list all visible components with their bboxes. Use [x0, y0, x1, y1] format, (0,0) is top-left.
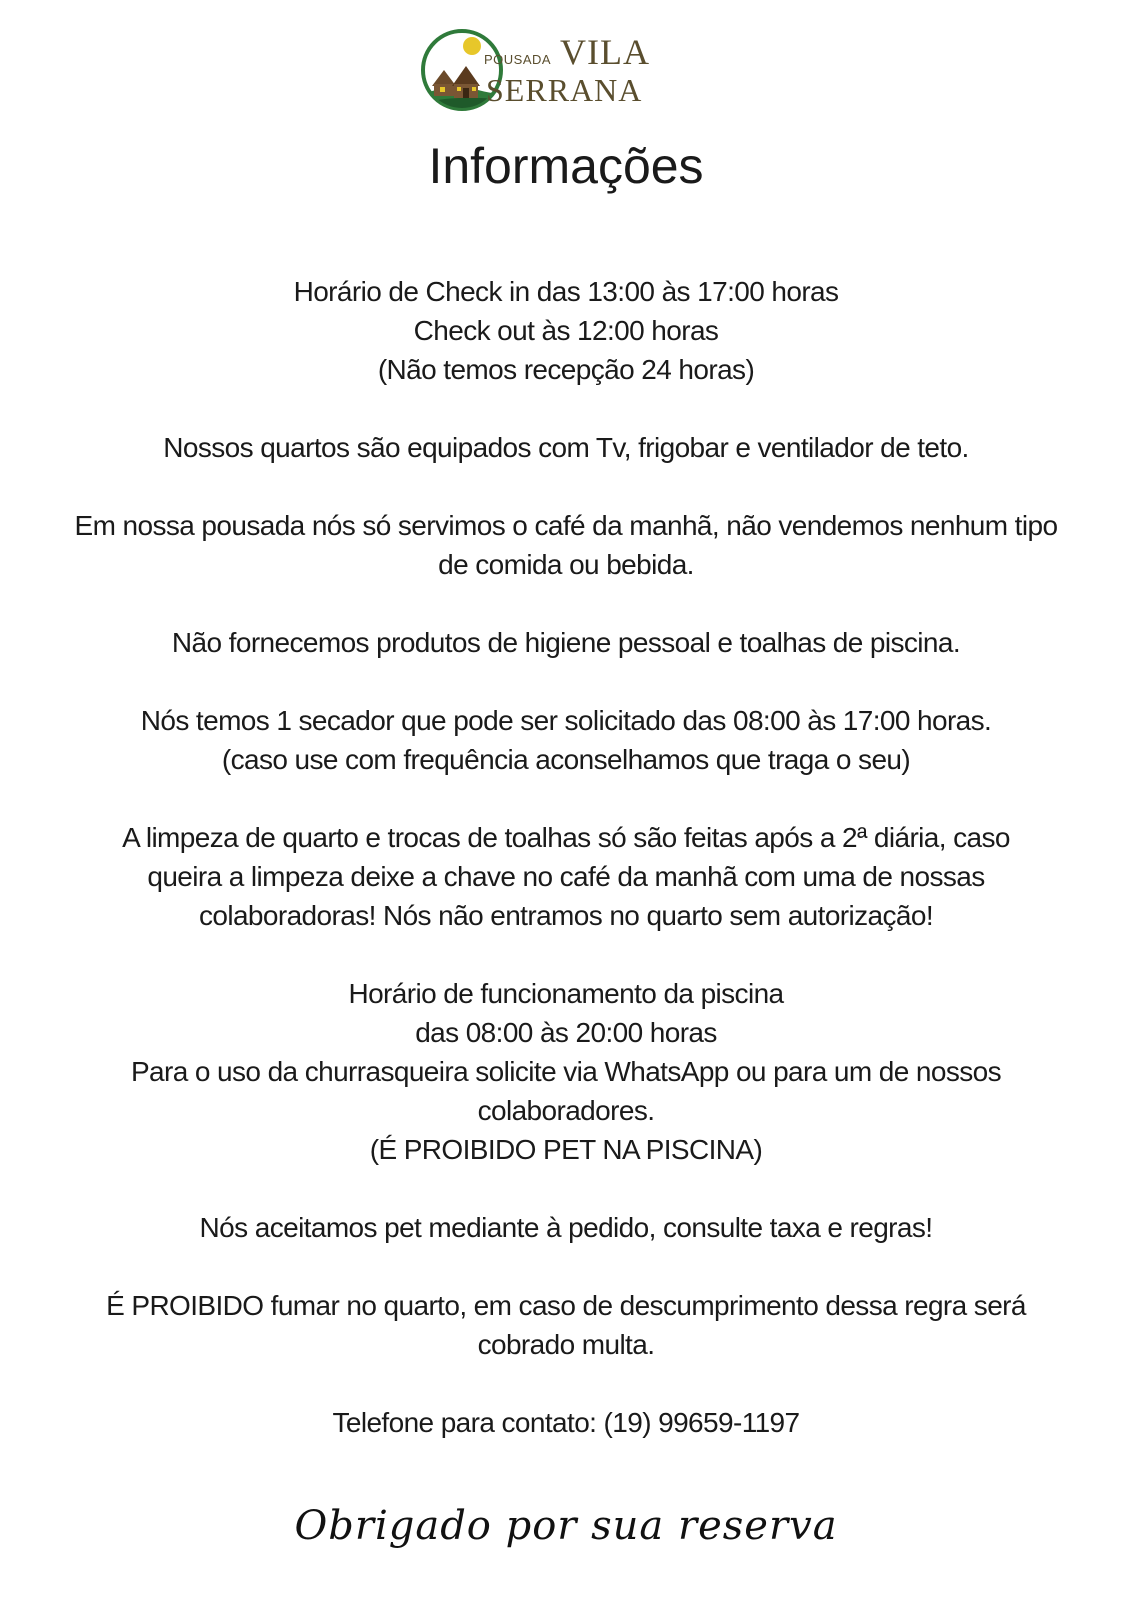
info-line: Nós aceitamos pet mediante à pedido, consulte taxa e regras! [199, 1212, 933, 1243]
info-line: Nossos quartos são equipados com Tv, frigobar e ventilador de teto. [163, 432, 969, 463]
logo-wordmark [484, 30, 664, 110]
info-line: (É PROIBIDO PET NA PISCINA) [369, 1134, 763, 1165]
info-paragraph [6, 272, 1126, 389]
info-line: das 08:00 às 20:00 horas [415, 1017, 717, 1048]
info-paragraph [6, 818, 1126, 935]
info-line: Horário de funcionamento da piscina [348, 978, 784, 1009]
info-line: Em nossa pousada nós só servimos o café da manhã, não vendemos nenhum tipo [74, 510, 1058, 541]
info-line: cobrado multa. [477, 1329, 655, 1360]
info-paragraph [6, 1208, 1126, 1247]
page-title: Informações [428, 138, 704, 194]
info-line: Nós temos 1 secador que pode ser solicitado das 08:00 às 17:00 horas. [140, 705, 992, 736]
info-line: Telefone para contato: (19) 99659-1197 [332, 1407, 800, 1438]
info-paragraph [6, 428, 1126, 467]
pousada-logo [418, 22, 658, 118]
info-line: Horário de Check in das 13:00 às 17:00 horas [293, 276, 839, 307]
info-content [6, 272, 1126, 1481]
info-line: de comida ou bebida. [438, 549, 694, 580]
info-line: É PROIBIDO fumar no quarto, em caso de descumprimento dessa regra será [106, 1290, 1026, 1321]
info-paragraph [6, 623, 1126, 662]
info-line: colaboradoras! Nós não entramos no quarto sem autorização! [198, 900, 934, 931]
info-paragraph [6, 1403, 1126, 1442]
info-line: Não fornecemos produtos de higiene pessoal e toalhas de piscina. [171, 627, 961, 658]
info-paragraph [6, 506, 1126, 584]
info-line: queira a limpeza deixe a chave no café da manhã com uma de nossas [147, 861, 985, 892]
info-paragraph [6, 701, 1126, 779]
info-paragraph [6, 974, 1126, 1169]
logo-pousada-text: POUSADA [484, 52, 552, 67]
logo-vila-text: VILA [560, 32, 650, 72]
logo-serrana-text: SERRANA [486, 72, 643, 108]
signature-text: Obrigado por sua reserva [294, 1503, 838, 1549]
info-line: Check out às 12:00 horas [413, 315, 719, 346]
info-line: (Não temos recepção 24 horas) [377, 354, 755, 385]
info-paragraph [6, 1286, 1126, 1364]
info-line: A limpeza de quarto e trocas de toalhas só são feitas após a 2ª diária, caso [122, 822, 1010, 853]
info-line: colaboradores. [477, 1095, 655, 1126]
info-line: Para o uso da churrasqueira solicite via WhatsApp ou para um de nossos [130, 1056, 1002, 1087]
info-line: (caso use com frequência aconselhamos que traga o seu) [221, 744, 911, 775]
